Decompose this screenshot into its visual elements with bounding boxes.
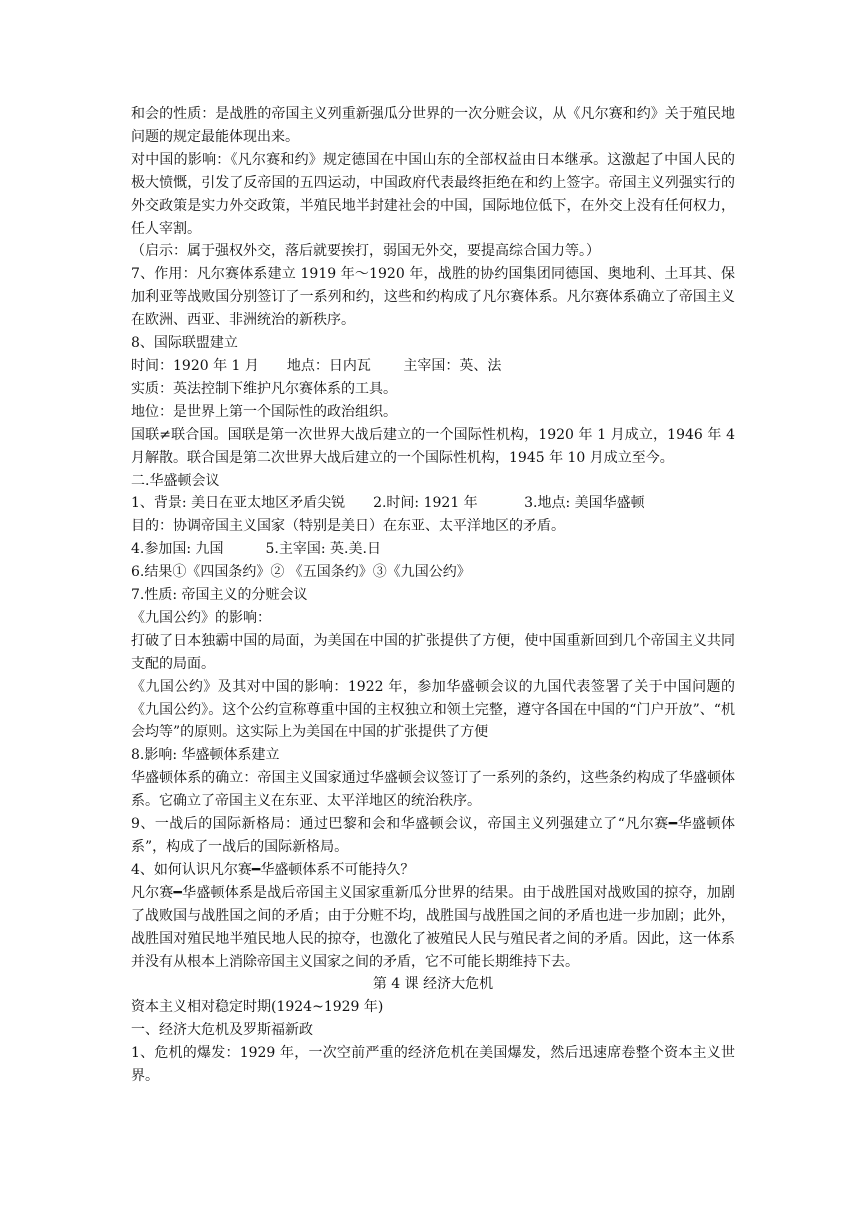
text-line: 地位：是世界上第一个国际性的政治组织。 (131, 403, 397, 420)
text-line: 7、作用：凡尔赛体系建立 1919 年～1920 年，战胜的协约国集团同德国、奥地利、土耳其、保加利亚等战败国分别签订了一系列和约，这些和约构成了凡尔赛体系。凡尔赛体系确立了帝国主义在欧洲、西亚、非洲统治的新秩序。 (131, 266, 735, 329)
text-line: 9、一战后的国际新格局：通过巴黎和会和华盛顿会议，帝国主义列强建立了“凡尔赛━华盛顿体系”，构成了一战后的国际新格局。 (131, 816, 735, 855)
text-line: 6.结果①《四国条约》② 《五国条约》③《九国公约》 (131, 564, 471, 581)
text-line: 4.参加国: 九国 5.主宰国: 英.美.日 (131, 541, 381, 558)
text-line: 《九国公约》及其对中国的影响：1922 年，参加华盛顿会议的九国代表签署了关于中国问题的《九国公约》。这个公约宣称尊重中国的主权独立和领土完整，遵守各国在中国的“门户开放”、“机会均等”的原则。这实际上为美国在中国的扩张提供了方便 (131, 678, 735, 741)
section-heading: 4、如何认识凡尔赛━华盛顿体系不可能持久？ (131, 861, 415, 878)
text-line: 时间：1920 年 1 月 地点：日内瓦 主宰国：英、法 (131, 357, 502, 374)
text-line: 1、危机的爆发：1929 年，一次空前严重的经济危机在美国爆发，然后迅速席卷整个资本主义世界。 (131, 1045, 735, 1085)
text-line: 对中国的影响：《凡尔赛和约》规定德国在中国山东的全部权益由日本继承。这激起了中国人民的极大愤慨，引发了反帝国的五四运动，中国政府代表最终拒绝在和约上签字。帝国主义列强实行的外交政策是实力外交政策，半殖民地半封建社会的中国，国际地位低下，在外交上没有任何权力，任人宰割。 (131, 151, 735, 237)
text-line: 资本主义相对稳定时期(1924~1929 年) (131, 999, 384, 1016)
text-line: 和会的性质：是战胜的帝国主义列重新强瓜分世界的一次分赃会议，从《凡尔赛和约》关于殖民地问题的规定最能体现出来。 (131, 106, 735, 145)
text-line: 华盛顿体系的确立：帝国主义国家通过华盛顿会议签订了一系列的条约，这些条约构成了华盛顿体系。它确立了帝国主义在东亚、太平洋地区的统治秩序。 (131, 770, 735, 810)
section-heading: 一、经济大危机及罗斯福新政 (131, 1022, 313, 1039)
text-line: 凡尔赛━华盛顿体系是战后帝国主义国家重新瓜分世界的结果。由于战胜国对战败国的掠夺，加剧了战败国与战胜国之间的矛盾；由于分赃不均，战胜国与战胜国之间的矛盾也进一步加剧；此外，战胜国对殖民地半殖民地人民的掠夺，也激化了被殖民人民与殖民者之间的矛盾。因此，这一体系并没有从根本上消除帝国主义国家之间的矛盾，它不可能长期维持下去。 (131, 884, 735, 970)
text-line: 打破了日本独霸中国的局面，为美国在中国的扩张提供了方便，使中国重新回到几个帝国主义共同支配的局面。 (131, 632, 735, 672)
text-line: 国联≠联合国。国联是第一次世界大战后建立的一个国际性机构，1920 年 1 月成立，1946 年 4 月解散。联合国是第二次世界大战后建立的一个国际性机构，1945 年 10 月成立至今。 (131, 426, 735, 466)
section-heading: 8、国际联盟建立 (131, 335, 238, 352)
text-line: 7.性质: 帝国主义的分赃会议 (131, 587, 308, 604)
text-line: 目的：协调帝国主义国家（特别是美日）在东亚、太平洋地区的矛盾。 (131, 518, 565, 535)
text-line: （启示：属于强权外交，落后就要挨打，弱国无外交，要提高综合国力等。） (131, 243, 600, 260)
text-line: 1、背景: 美日在亚太地区矛盾尖锐 2.时间: 1921 年 3.地点: 美国华盛顿 (131, 495, 645, 512)
lesson-title: 第 4 课 经济大危机 (372, 976, 494, 993)
document-body (131, 103, 735, 1088)
section-heading: 二.华盛顿会议 (131, 472, 220, 489)
text-line: 实质：英法控制下维护凡尔赛体系的工具。 (131, 380, 397, 397)
text-line: 《九国公约》的影响： (131, 609, 271, 626)
text-line: 8.影响: 华盛顿体系建立 (131, 747, 280, 764)
